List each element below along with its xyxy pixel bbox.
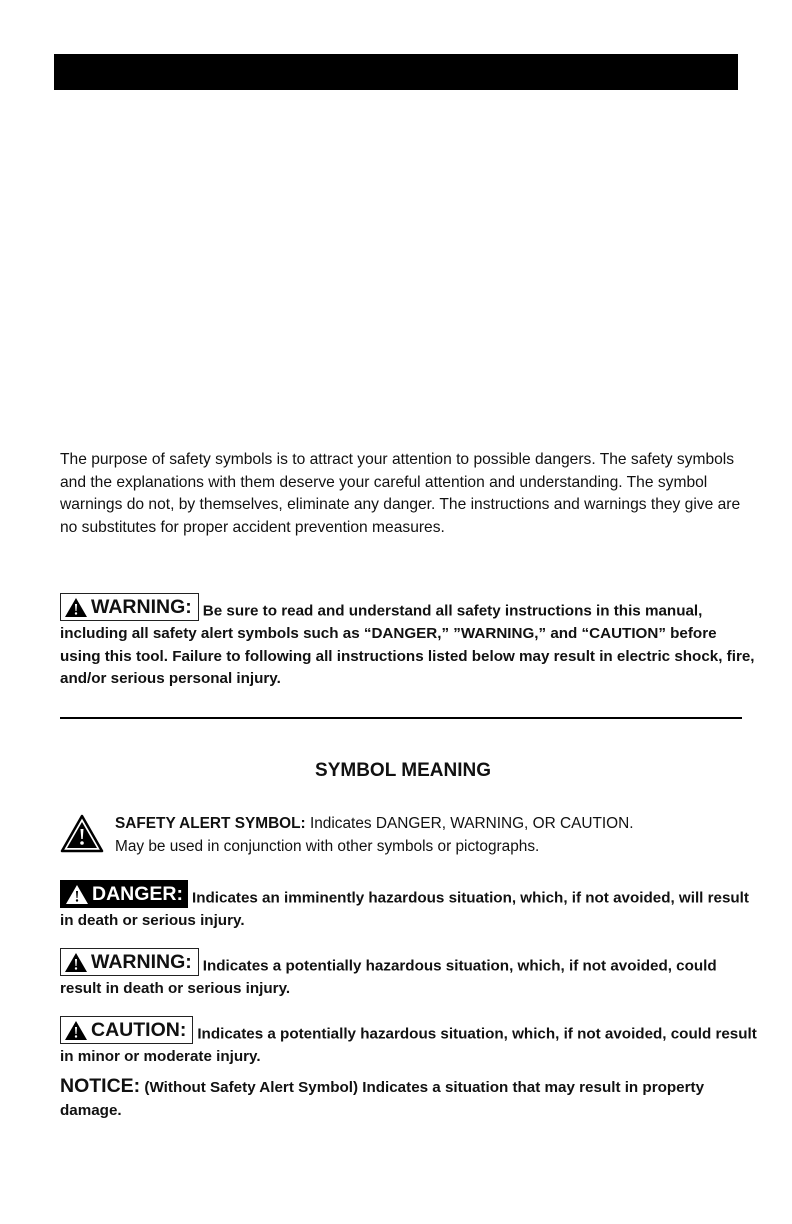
danger-badge-label: DANGER: [92,883,183,905]
alert-triangle-icon [65,884,89,905]
danger-text: Indicates an imminently hazardous situation, which, if not avoided, will result in death or serious injury. [60,889,749,930]
header-bar [54,54,738,90]
general-warning [60,591,760,691]
section-title: SYMBOL MEANING [315,760,491,781]
danger-definition [60,878,760,933]
safety-alert-line2: May be used in conjunction with other symbols or pictographs. [115,837,540,855]
general-warning-text: Be sure to read and understand all safety instructions in this manual, including all safety alert symbols such as “DANGER,” ”WARNING,” and “CAUTION” before using this tool. Failure to following all instructions listed below may result in electric shock, fire, and/or serious personal injury. [60,602,755,688]
notice-definition [60,1075,760,1122]
safety-alert-icon [60,814,104,853]
warning-badge-label: WARNING: [91,951,192,973]
alert-triangle-icon [64,952,88,973]
alert-triangle-icon [64,1020,88,1041]
notice-text: (Without Safety Alert Symbol) Indicates a situation that may result in property damage. [60,1079,705,1119]
intro-paragraph: The purpose of safety symbols is to attract your attention to possible dangers. The safety symbols and the explanations with them deserve your careful attention and understanding. The symbol warnings do not, by themselves, eliminate any danger. The instructions and warnings they give are no substitutes for proper accident prevention measures. [60,451,741,536]
safety-alert-line1: Indicates DANGER, WARNING, OR CAUTION. [309,815,634,832]
section-divider [60,717,742,719]
caution-definition [60,1014,760,1069]
alert-triangle-icon [64,597,88,618]
caution-badge-label: CAUTION: [91,1019,187,1041]
safety-alert-description [115,813,735,858]
warning-badge [60,593,199,621]
warning-text: Indicates a potentially hazardous situation, which, if not avoided, could result in death or serious injury. [60,957,717,998]
warning-badge-label: WARNING: [91,596,192,618]
warning-badge [60,948,199,976]
safety-alert-label: SAFETY ALERT SYMBOL: [115,815,306,832]
warning-definition [60,946,760,1001]
notice-label: NOTICE: [60,1075,141,1097]
danger-badge [60,880,188,908]
caution-text: Indicates a potentially hazardous situation, which, if not avoided, could result in minor or moderate injury. [60,1025,757,1066]
caution-badge [60,1016,193,1044]
